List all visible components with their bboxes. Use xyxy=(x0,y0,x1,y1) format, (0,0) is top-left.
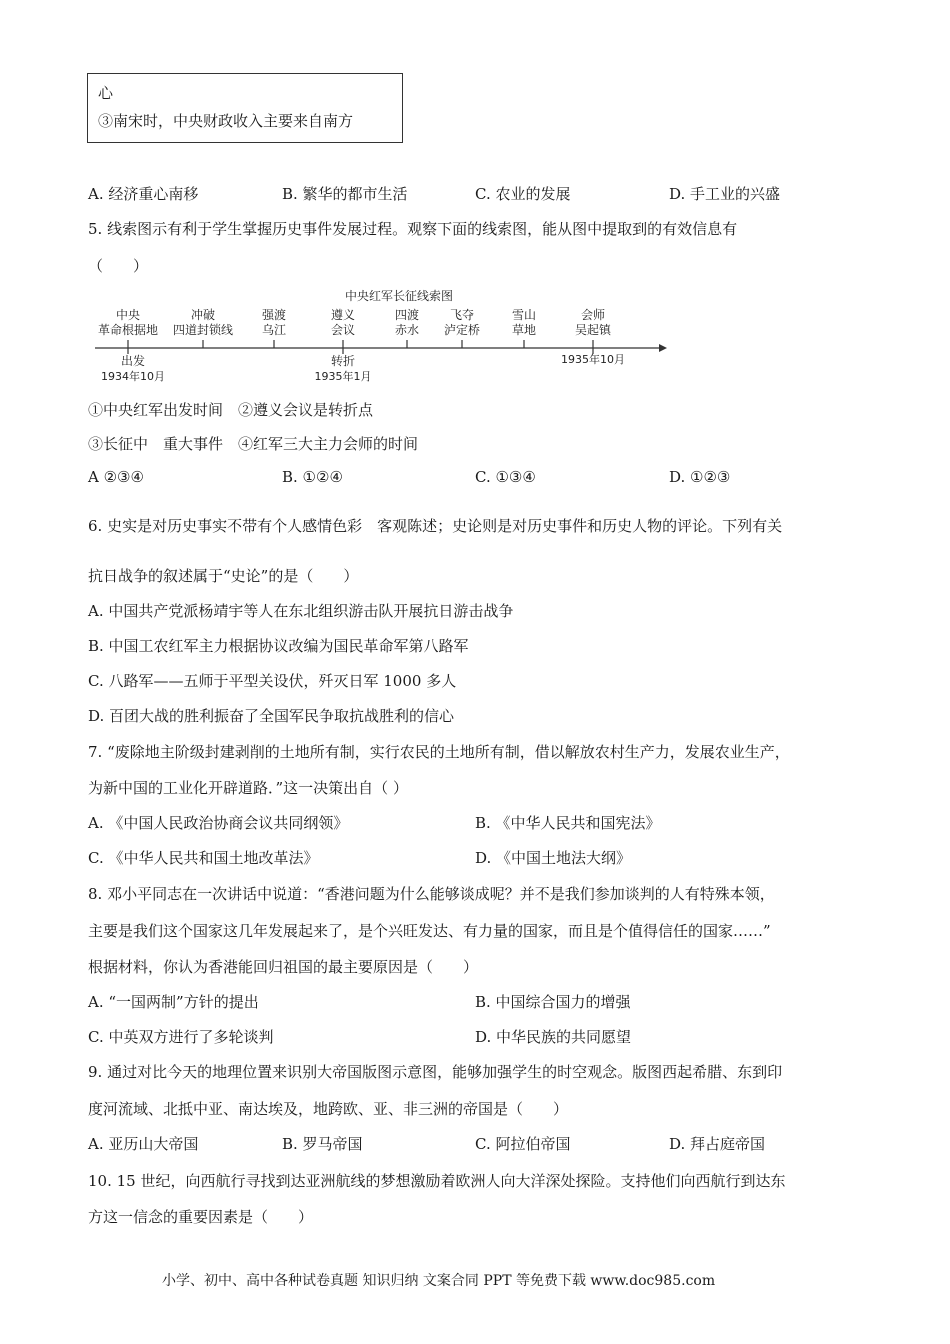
timeline-date: 1934年10月 xyxy=(101,370,165,383)
q8-stem: 主要是我们这个国家这几年发展起来了，是个兴旺发达、有力量的国家，而且是个值得信任的国家……” xyxy=(88,922,771,940)
event-label: 遵义 xyxy=(330,308,356,322)
q5-info-line: ①中央红军出发时间 ②遵义会议是转折点 xyxy=(88,401,374,419)
q8-option-a[interactable]: A. “一国两制”方针的提出 xyxy=(88,993,259,1011)
q5-stem-blank: （ ） xyxy=(88,257,149,275)
q7-option-c[interactable]: C. 《中华人民共和国土地改革法》 xyxy=(88,849,319,867)
q8-stem: 根据材料，你认为香港能回归祖国的最主要原因是（ ） xyxy=(88,958,479,976)
long-march-timeline-diagram xyxy=(85,283,675,387)
q5-option-b[interactable]: B. ①②④ xyxy=(282,468,343,486)
q7-option-d[interactable]: D. 《中国土地法大纲》 xyxy=(475,849,632,867)
event-label: 乌江 xyxy=(261,323,287,337)
material-line: 心 xyxy=(98,84,114,102)
timeline-note: 转折 xyxy=(330,354,356,368)
page-footer: 小学、初中、高中各种试卷真题 知识归纳 文案合同 PPT 等免费下载 www.doc985.com xyxy=(162,1273,716,1289)
q4-option-b[interactable]: B. 繁华的都市生活 xyxy=(282,185,408,203)
timeline-date: 1935年1月 xyxy=(314,370,372,383)
q8-option-c[interactable]: C. 中英双方进行了多轮谈判 xyxy=(88,1028,274,1046)
q8-stem: 8. 邓小平同志在一次讲话中说道：“香港问题为什么能够谈成呢？并不是我们参加谈判的人有特殊本领， xyxy=(88,885,775,903)
event-label: 中央 xyxy=(115,308,141,322)
q6-option-d[interactable]: D. 百团大战的胜利振奋了全国军民争取抗战胜利的信心 xyxy=(88,707,455,725)
event-label: 吴起镇 xyxy=(574,323,612,337)
q5-option-d[interactable]: D. ①②③ xyxy=(669,468,731,486)
q9-option-d[interactable]: D. 拜占庭帝国 xyxy=(669,1135,766,1153)
event-label: 革命根据地 xyxy=(97,323,159,337)
q5-option-c[interactable]: C. ①③④ xyxy=(475,468,536,486)
event-label: 泸定桥 xyxy=(443,323,481,337)
q4-option-d[interactable]: D. 手工业的兴盛 xyxy=(669,185,781,203)
event-label: 强渡 xyxy=(261,308,287,322)
q5-option-a[interactable]: A ②③④ xyxy=(88,468,144,486)
q4-option-c[interactable]: C. 农业的发展 xyxy=(475,185,571,203)
q6-option-a[interactable]: A. 中国共产党派杨靖宇等人在东北组织游击队开展抗日游击战争 xyxy=(88,602,514,620)
material-box xyxy=(87,73,403,143)
q5-info-line: ③长征中 重大事件 ④红军三大主力会师的时间 xyxy=(88,435,419,453)
event-label: 雪山 xyxy=(511,308,537,322)
event-label: 飞夺 xyxy=(449,308,475,322)
q9-option-a[interactable]: A. 亚历山大帝国 xyxy=(88,1135,199,1153)
q9-option-c[interactable]: C. 阿拉伯帝国 xyxy=(475,1135,571,1153)
event-label: 赤水 xyxy=(394,323,420,337)
q10-stem: 10. 15 世纪，向西航行寻找到达亚洲航线的梦想激励着欧洲人向大洋深处探险。支持他们向西航行到达东 xyxy=(88,1172,786,1190)
q6-stem: 6. 史实是对历史事实不带有个人感情色彩 客观陈述；史论则是对历史事件和历史人物的评论。下列有关 xyxy=(88,517,783,535)
event-label: 四渡 xyxy=(394,308,420,322)
q10-stem: 方这一信念的重要因素是（ ） xyxy=(88,1208,314,1226)
q9-stem: 9. 通过对比今天的地理位置来识别大帝国版图示意图，能够加强学生的时空观念。版图西起希腊、东到印 xyxy=(88,1063,783,1081)
q7-stem: 7. “废除地主阶级封建剥削的土地所有制，实行农民的土地所有制，借以解放农村生产力，发展农业生产， xyxy=(88,743,790,761)
q6-option-b[interactable]: B. 中国工农红军主力根据协议改编为国民革命军第八路军 xyxy=(88,637,469,655)
q6-option-c[interactable]: C. 八路军——五师于平型关设伏，歼灭日军 1000 多人 xyxy=(88,672,457,690)
q9-stem: 度河流域、北抵中亚、南达埃及，地跨欧、亚、非三洲的帝国是（ ） xyxy=(88,1100,569,1118)
q8-option-b[interactable]: B. 中国综合国力的增强 xyxy=(475,993,631,1011)
timeline-arrowhead xyxy=(659,344,667,352)
q7-option-a[interactable]: A. 《中国人民政治协商会议共同纲领》 xyxy=(88,814,349,832)
timeline-date: 1935年10月 xyxy=(561,353,625,366)
timeline-note: 出发 xyxy=(120,354,146,368)
event-label: 四道封锁线 xyxy=(172,323,234,337)
event-label: 会师 xyxy=(580,308,606,322)
q7-option-b[interactable]: B. 《中华人民共和国宪法》 xyxy=(475,814,661,832)
q6-stem: 抗日战争的叙述属于“史论”的是（ ） xyxy=(88,567,359,585)
material-line: ③南宋时，中央财政收入主要来自南方 xyxy=(98,112,354,130)
q5-stem: 5. 线索图示有利于学生掌握历史事件发展过程。观察下面的线索图，能从图中提取到的有效信息有 xyxy=(88,220,738,238)
q9-option-b[interactable]: B. 罗马帝国 xyxy=(282,1135,363,1153)
q4-option-a[interactable]: A. 经济重心南移 xyxy=(88,185,199,203)
diagram-title: 中央红军长征线索图 xyxy=(344,289,454,303)
event-label: 草地 xyxy=(511,323,537,337)
q7-stem: 为新中国的工业化开辟道路．”这一决策出自（ ） xyxy=(88,779,408,797)
event-label: 冲破 xyxy=(190,308,216,322)
event-label: 会议 xyxy=(330,323,356,337)
q8-option-d[interactable]: D. 中华民族的共同愿望 xyxy=(475,1028,632,1046)
